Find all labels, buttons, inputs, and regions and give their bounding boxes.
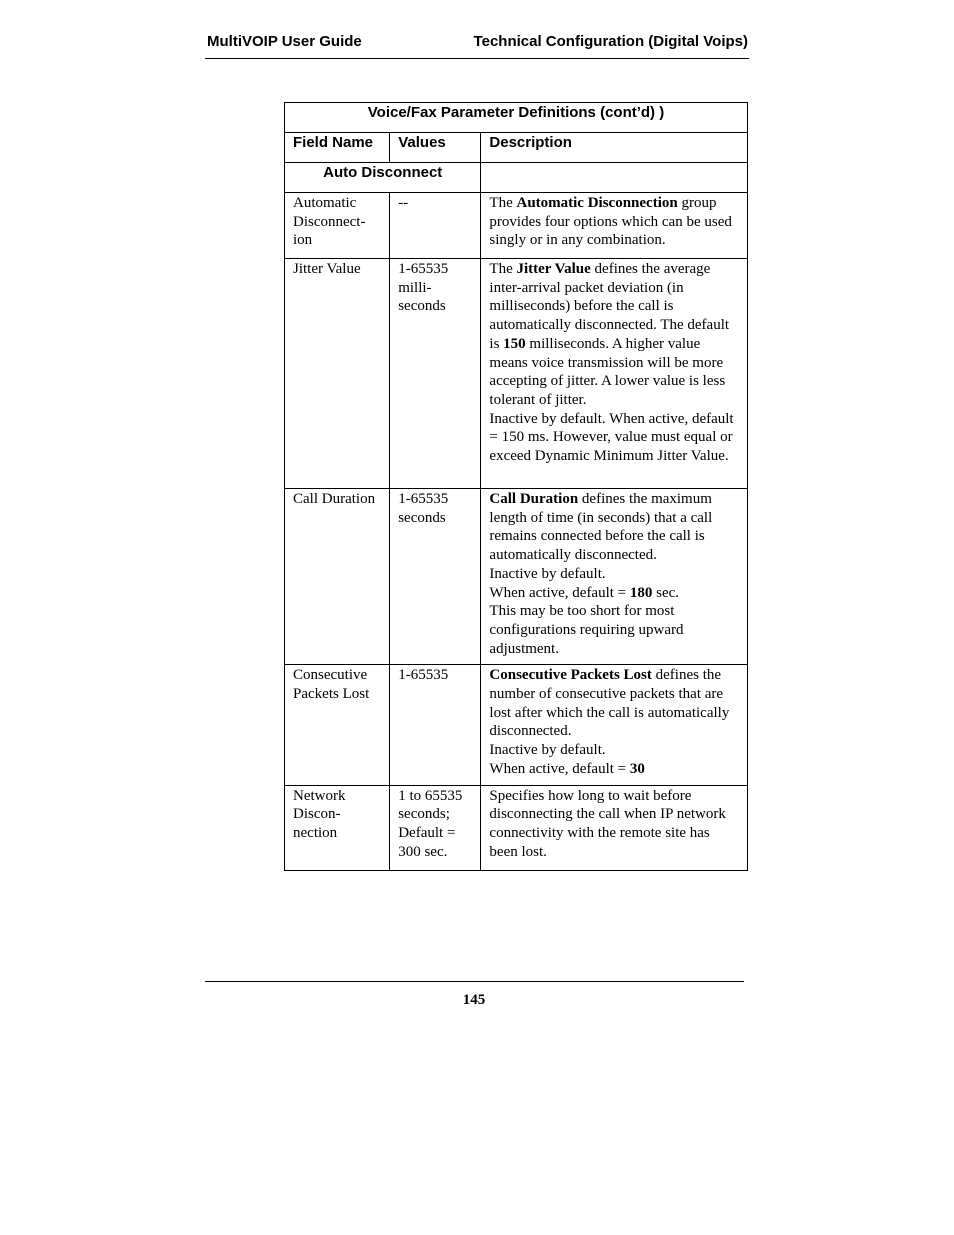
description-bold-text: Automatic Disconnection (516, 195, 678, 211)
description-text: Inactive by default. When active, default = 150 ms. However, value must equal or exceed Dynamic Minimum Jitter Value. (489, 410, 734, 465)
section-empty-cell (481, 163, 748, 193)
header-rule (205, 58, 749, 59)
description-bold-text: 30 (629, 760, 645, 777)
section-title: Auto Disconnect (285, 163, 481, 193)
page-number: 145 (462, 992, 486, 1008)
field-name-cell (285, 785, 390, 870)
description-bold-text: Jitter Value (516, 261, 591, 277)
description-paragraph (489, 584, 739, 603)
field-name-cell-line: ion (293, 232, 313, 249)
description-paragraph (489, 760, 739, 779)
description-bold-text: 150 (503, 335, 526, 352)
field-name-cell-line: Packets Lost (293, 686, 370, 703)
section-row (285, 163, 748, 193)
description-paragraph (489, 565, 739, 584)
field-name-cell-line: nection (293, 824, 338, 841)
values-cell-line: seconds (398, 509, 446, 526)
header-title: MultiVOIP User Guide (207, 33, 362, 50)
description-text: milliseconds. A higher value means voice transmission will be more accepting of jitter. A lower value is less tolerant of jitter. (489, 335, 726, 408)
field-name-cell (285, 259, 390, 489)
description-text: defines the average inter-arrival packet deviation (in milliseconds) before the call is automatically disconnected. The default is (489, 261, 730, 352)
description-text: Inactive by default. (489, 742, 606, 759)
values-cell-line: Default = (398, 824, 456, 841)
description-text: defines the number of consecutive packets that are lost after which the call is automatically disconnected. (489, 667, 730, 740)
field-name-cell (285, 193, 390, 259)
description-cell (481, 259, 748, 489)
description-text: When active, default = (489, 760, 630, 777)
description-paragraph (489, 666, 739, 741)
field-name-cell (285, 489, 390, 665)
values-cell (390, 785, 481, 870)
table-row (285, 665, 748, 785)
values-cell-line: 1-65535 (398, 261, 449, 277)
description-text: sec. (652, 584, 680, 601)
description-text: The (489, 261, 517, 277)
description-text: This may be too short for most configurations requiring upward adjustment. (489, 603, 684, 657)
column-header-field-name: Field Name (285, 133, 390, 163)
description-bold-text: Call Duration (489, 491, 579, 507)
field-name-cell-line: Automatic (293, 195, 357, 211)
field-name-cell-line: Call Duration (293, 491, 376, 507)
description-text: When active, default = (489, 584, 630, 601)
values-cell-line: milli- (398, 279, 432, 296)
column-header-values: Values (390, 133, 481, 163)
description-text: group provides four options which can be used singly or in any combination. (489, 195, 732, 249)
table-body (285, 193, 748, 871)
table-title: Voice/Fax Parameter Definitions (cont’d) ) (285, 103, 748, 133)
table-title-row (285, 103, 748, 133)
table-header-row (285, 133, 748, 163)
field-name-cell-line: Consecutive (293, 667, 368, 684)
header-section-title: Technical Configuration (Digital Voips) (473, 33, 748, 50)
description-paragraph (489, 787, 739, 862)
table-row (285, 785, 748, 870)
description-cell (481, 489, 748, 665)
description-text: Specifies how long to wait before disconnecting the call when IP network connectivity with the remote site has been lost. (489, 787, 726, 860)
description-bold-text: 180 (629, 584, 653, 601)
values-cell (390, 259, 481, 489)
values-cell (390, 665, 481, 785)
values-cell (390, 489, 481, 665)
field-name-cell (285, 665, 390, 785)
values-cell-line: seconds; (398, 806, 450, 823)
description-paragraph (489, 194, 739, 250)
footer-rule (205, 981, 744, 982)
table-row (285, 259, 748, 489)
values-cell-line: -- (398, 195, 409, 211)
description-cell (481, 193, 748, 259)
description-text: The (489, 195, 517, 211)
description-cell (481, 785, 748, 870)
field-name-cell-line: Jitter Value (293, 261, 361, 277)
description-bold-text: Consecutive Packets Lost (489, 667, 652, 684)
values-cell-line: 1 to 65535 (398, 787, 463, 804)
table-row (285, 489, 748, 665)
field-name-cell-line: Network (293, 787, 346, 804)
field-name-cell-line: Disconnect- (293, 213, 366, 230)
description-paragraph (489, 602, 739, 658)
description-paragraph (489, 741, 739, 760)
values-cell-line: 1-65535 (398, 667, 449, 684)
description-paragraph (489, 260, 739, 410)
description-cell (481, 665, 748, 785)
description-paragraph (489, 490, 739, 565)
description-text: defines the maximum length of time (in seconds) that a call remains connected before the call is automatically disconnected. (489, 491, 713, 564)
values-cell-line: 1-65535 (398, 491, 449, 507)
values-cell-line: 300 sec. (398, 843, 448, 860)
parameter-table (284, 102, 748, 871)
values-cell (390, 193, 481, 259)
values-cell-line: seconds (398, 298, 446, 315)
column-header-description: Description (481, 133, 748, 163)
field-name-cell-line: Discon- (293, 806, 341, 823)
description-text: Inactive by default. (489, 565, 606, 582)
table-row (285, 193, 748, 259)
description-paragraph (489, 410, 739, 466)
